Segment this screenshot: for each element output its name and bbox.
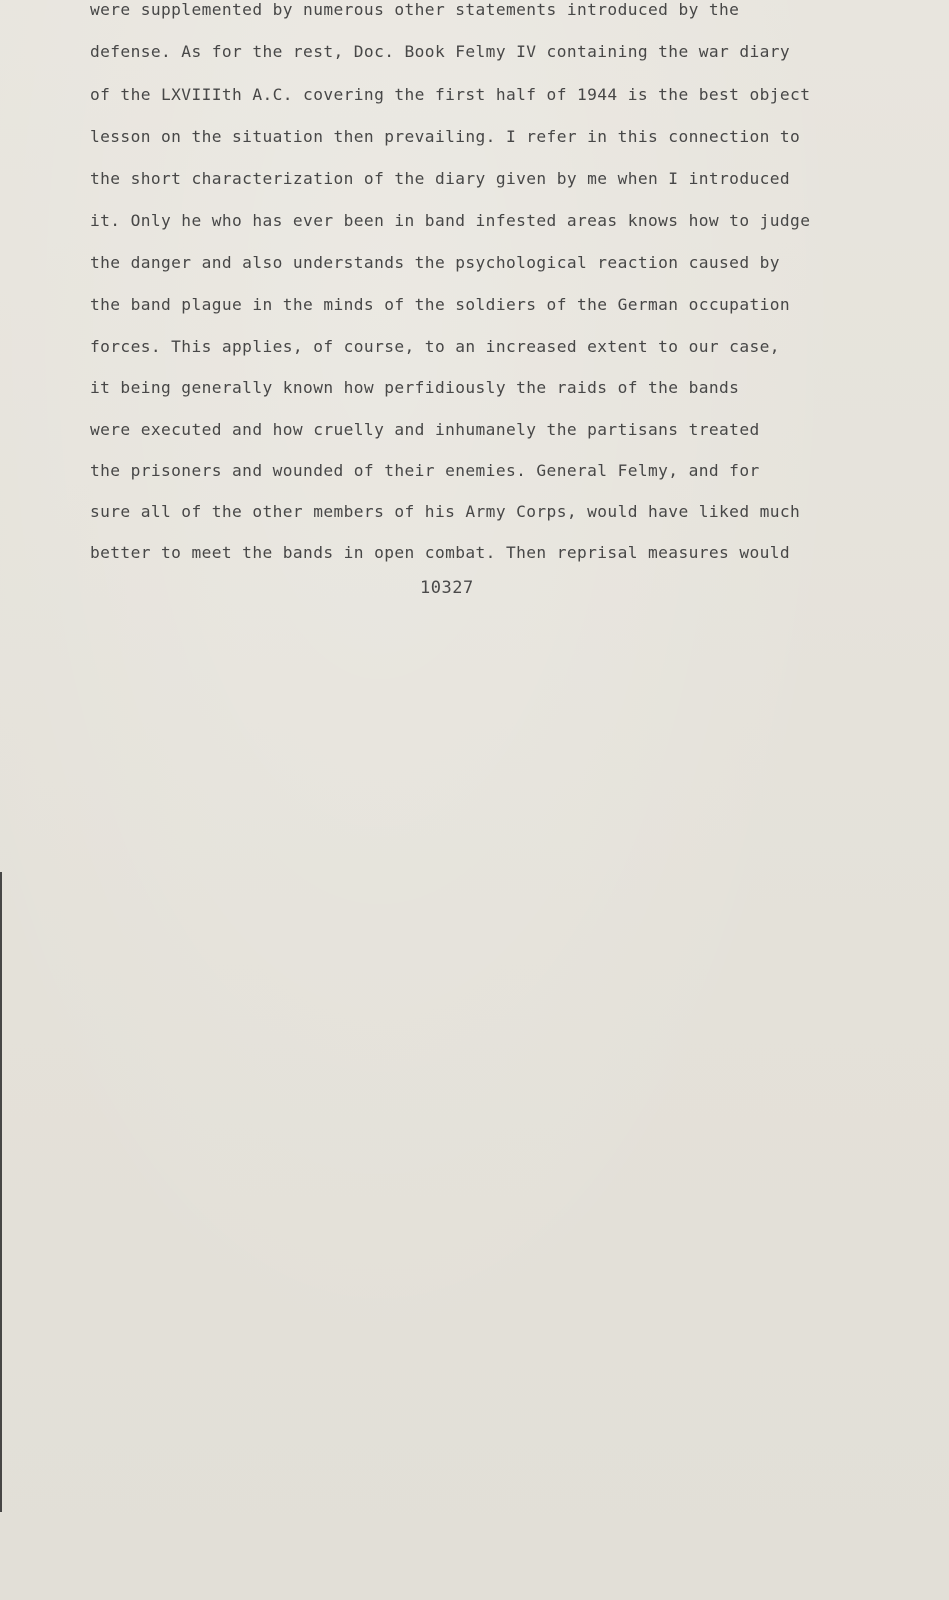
text-line-8: the band plague in the minds of the soldiers of the German occupation	[90, 295, 791, 314]
text-line-13: sure all of the other members of his Army Corps, would have liked much	[90, 502, 801, 521]
text-line-9: forces. This applies, of course, to an increased extent to our case,	[90, 337, 780, 356]
left-edge-mark	[0, 872, 2, 1512]
text-line-1: were supplemented by numerous other statements introduced by the	[90, 0, 740, 19]
page-number: 10327	[420, 578, 474, 598]
text-line-2: defense. As for the rest, Doc. Book Felmy IV containing the war diary	[90, 42, 791, 61]
text-line-3: of the LXVIIIth A.C. covering the first half of 1944 is the best object	[90, 85, 811, 104]
text-line-7: the danger and also understands the psychological reaction caused by	[90, 253, 780, 272]
text-line-14: better to meet the bands in open combat. Then reprisal measures would	[90, 543, 791, 562]
text-line-5: the short characterization of the diary given by me when I introduced	[90, 169, 791, 188]
text-line-11: were executed and how cruelly and inhumanely the partisans treated	[90, 420, 760, 439]
text-line-4: lesson on the situation then prevailing. I refer in this connection to	[90, 127, 801, 146]
text-line-6: it. Only he who has ever been in band infested areas knows how to judge	[90, 211, 811, 230]
text-line-10: it being generally known how perfidiously the raids of the bands	[90, 378, 740, 397]
text-line-12: the prisoners and wounded of their enemies. General Felmy, and for	[90, 461, 760, 480]
